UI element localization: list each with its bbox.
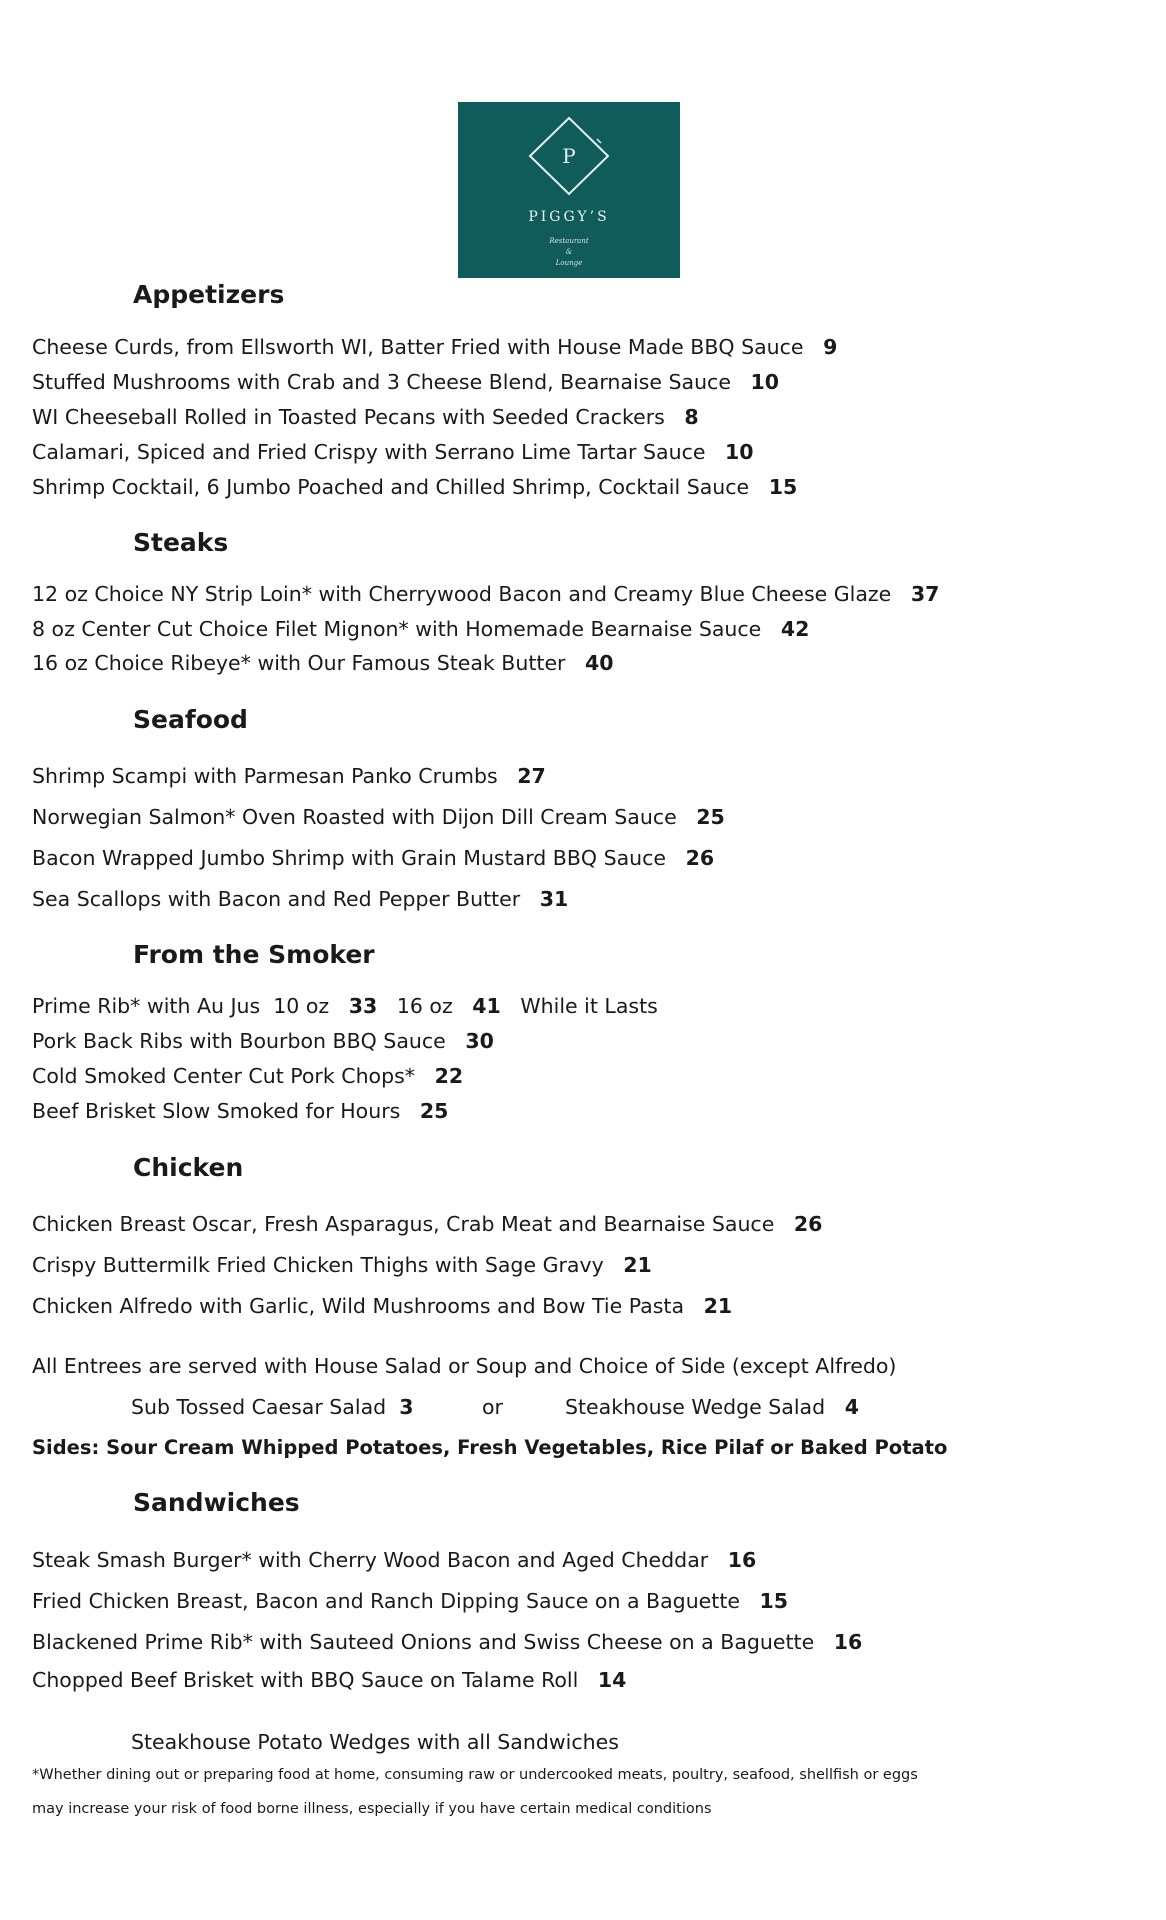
item-price: 10 — [725, 440, 754, 464]
item-price: 22 — [434, 1064, 464, 1088]
section-heading-chicken: Chicken — [133, 1153, 244, 1182]
section-heading-smoker: From the Smoker — [133, 940, 375, 969]
menu-item — [32, 1029, 494, 1053]
menu-item — [32, 370, 779, 394]
item-name: Beef Brisket Slow Smoked for Hours — [32, 1099, 401, 1123]
logo-sub-ampersand: & — [565, 248, 573, 256]
item-price: 9 — [823, 335, 838, 359]
item-name: Chicken Alfredo with Garlic, Wild Mushrooms and Bow Tie Pasta — [32, 1294, 685, 1318]
menu-item — [32, 1099, 448, 1123]
menu-item — [32, 440, 754, 464]
item-price: 25 — [419, 1099, 449, 1123]
section-heading-steaks: Steaks — [133, 528, 229, 557]
item-price: 16 — [833, 1630, 863, 1654]
menu-item — [32, 335, 837, 359]
item-price: 25 — [696, 805, 725, 829]
sub-name: Sub Tossed Caesar Salad — [131, 1395, 387, 1419]
item-name: Shrimp Scampi with Parmesan Panko Crumbs — [32, 764, 498, 788]
item-name: Steak Smash Burger* with Cherry Wood Bacon and Aged Cheddar — [32, 1548, 709, 1572]
menu-item — [32, 764, 546, 788]
item-price: 15 — [768, 475, 798, 499]
menu-item — [32, 1630, 862, 1654]
item-price: 42 — [780, 617, 810, 641]
item-name: Calamari, Spiced and Fried Crispy with Serrano Lime Tartar Sauce — [32, 440, 706, 464]
menu-item — [32, 405, 699, 429]
item-name: Prime Rib* with Au Jus — [32, 994, 261, 1018]
item-size: 10 oz — [273, 994, 330, 1018]
menu-item — [32, 1212, 822, 1236]
menu-item — [32, 582, 939, 606]
item-price: 14 — [597, 1668, 627, 1692]
menu-item — [32, 475, 797, 499]
item-name: Cheese Curds, from Ellsworth WI, Batter Fried with House Made BBQ Sauce — [32, 335, 804, 359]
menu-item — [32, 1253, 652, 1277]
item-name: Chicken Breast Oscar, Fresh Asparagus, Crab Meat and Bearnaise Sauce — [32, 1212, 775, 1236]
item-name: Shrimp Cocktail, 6 Jumbo Poached and Chilled Shrimp, Cocktail Sauce — [32, 475, 750, 499]
sub-price: 4 — [844, 1395, 859, 1419]
disclaimer-line-2: may increase your risk of food borne illness, especially if you have certain medical conditions — [32, 1801, 712, 1817]
sides-line: Sides: Sour Cream Whipped Potatoes, Fresh Vegetables, Rice Pilaf or Baked Potato — [32, 1436, 948, 1459]
section-heading-appetizers: Appetizers — [133, 280, 285, 309]
item-price: 31 — [539, 887, 569, 911]
sub-wedge-salad — [565, 1395, 859, 1419]
logo-sub-lounge: Lounge — [555, 259, 583, 267]
item-name: 12 oz Choice NY Strip Loin* with Cherrywood Bacon and Creamy Blue Cheese Glaze — [32, 582, 892, 606]
menu-item — [32, 1548, 756, 1572]
section-heading-sandwiches: Sandwiches — [133, 1488, 300, 1517]
restaurant-logo — [458, 102, 680, 278]
item-note: While it Lasts — [520, 994, 658, 1018]
menu-item — [32, 1589, 788, 1613]
item-size: 16 oz — [396, 994, 453, 1018]
item-price: 37 — [910, 582, 940, 606]
item-name: Pork Back Ribs with Bourbon BBQ Sauce — [32, 1029, 446, 1053]
item-name: Sea Scallops with Bacon and Red Pepper Butter — [32, 887, 521, 911]
item-price: 27 — [517, 764, 546, 788]
entrees-note: All Entrees are served with House Salad or Soup and Choice of Side (except Alfredo) — [32, 1354, 897, 1378]
item-name: Crispy Buttermilk Fried Chicken Thighs with Sage Gravy — [32, 1253, 604, 1277]
item-price: 8 — [684, 405, 699, 429]
item-price: 26 — [685, 846, 715, 870]
item-price: 15 — [759, 1589, 789, 1613]
item-price: 33 — [348, 994, 378, 1018]
sub-name: Steakhouse Wedge Salad — [565, 1395, 826, 1419]
disclaimer-line-1: *Whether dining out or preparing food at home, consuming raw or undercooked meats, poultry, seafood, shellfish or eggs — [32, 1767, 918, 1783]
item-price: 10 — [750, 370, 780, 394]
item-name: Blackened Prime Rib* with Sauteed Onions and Swiss Cheese on a Baguette — [32, 1630, 815, 1654]
item-name: Stuffed Mushrooms with Crab and 3 Cheese Blend, Bearnaise Sauce — [32, 370, 731, 394]
item-price: 30 — [465, 1029, 494, 1053]
item-name: Fried Chicken Breast, Bacon and Ranch Dipping Sauce on a Baguette — [32, 1589, 740, 1613]
menu-item-prime-rib — [32, 994, 658, 1018]
menu-item — [32, 887, 568, 911]
item-name: 16 oz Choice Ribeye* with Our Famous Steak Butter — [32, 651, 566, 675]
sub-price: 3 — [399, 1395, 414, 1419]
menu-item — [32, 805, 725, 829]
logo-letter: P — [562, 144, 576, 168]
item-name: Bacon Wrapped Jumbo Shrimp with Grain Mustard BBQ Sauce — [32, 846, 667, 870]
menu-item — [32, 1668, 626, 1692]
item-name: 8 oz Center Cut Choice Filet Mignon* with Homemade Bearnaise Sauce — [32, 617, 762, 641]
sandwiches-note: Steakhouse Potato Wedges with all Sandwiches — [131, 1730, 619, 1754]
menu-item — [32, 651, 614, 675]
item-name: Chopped Beef Brisket with BBQ Sauce on Talame Roll — [32, 1668, 579, 1692]
section-heading-seafood: Seafood — [133, 705, 248, 734]
item-price: 40 — [585, 651, 614, 675]
item-name: Norwegian Salmon* Oven Roasted with Dijon Dill Cream Sauce — [32, 805, 677, 829]
logo-name: PIGGY’S — [528, 209, 610, 225]
menu-item — [32, 1294, 732, 1318]
menu-item — [32, 1064, 463, 1088]
or-separator: or — [482, 1395, 503, 1419]
item-price: 21 — [703, 1294, 733, 1318]
item-price: 26 — [793, 1212, 823, 1236]
sub-caesar-salad — [131, 1395, 413, 1419]
item-price: 41 — [472, 994, 501, 1018]
item-price: 16 — [727, 1548, 757, 1572]
item-name: WI Cheeseball Rolled in Toasted Pecans with Seeded Crackers — [32, 405, 665, 429]
item-name: Cold Smoked Center Cut Pork Chops* — [32, 1064, 416, 1088]
menu-item — [32, 846, 714, 870]
menu-item — [32, 617, 809, 641]
logo-sub-restaurant: Restaurant — [549, 237, 589, 245]
item-price: 21 — [623, 1253, 652, 1277]
